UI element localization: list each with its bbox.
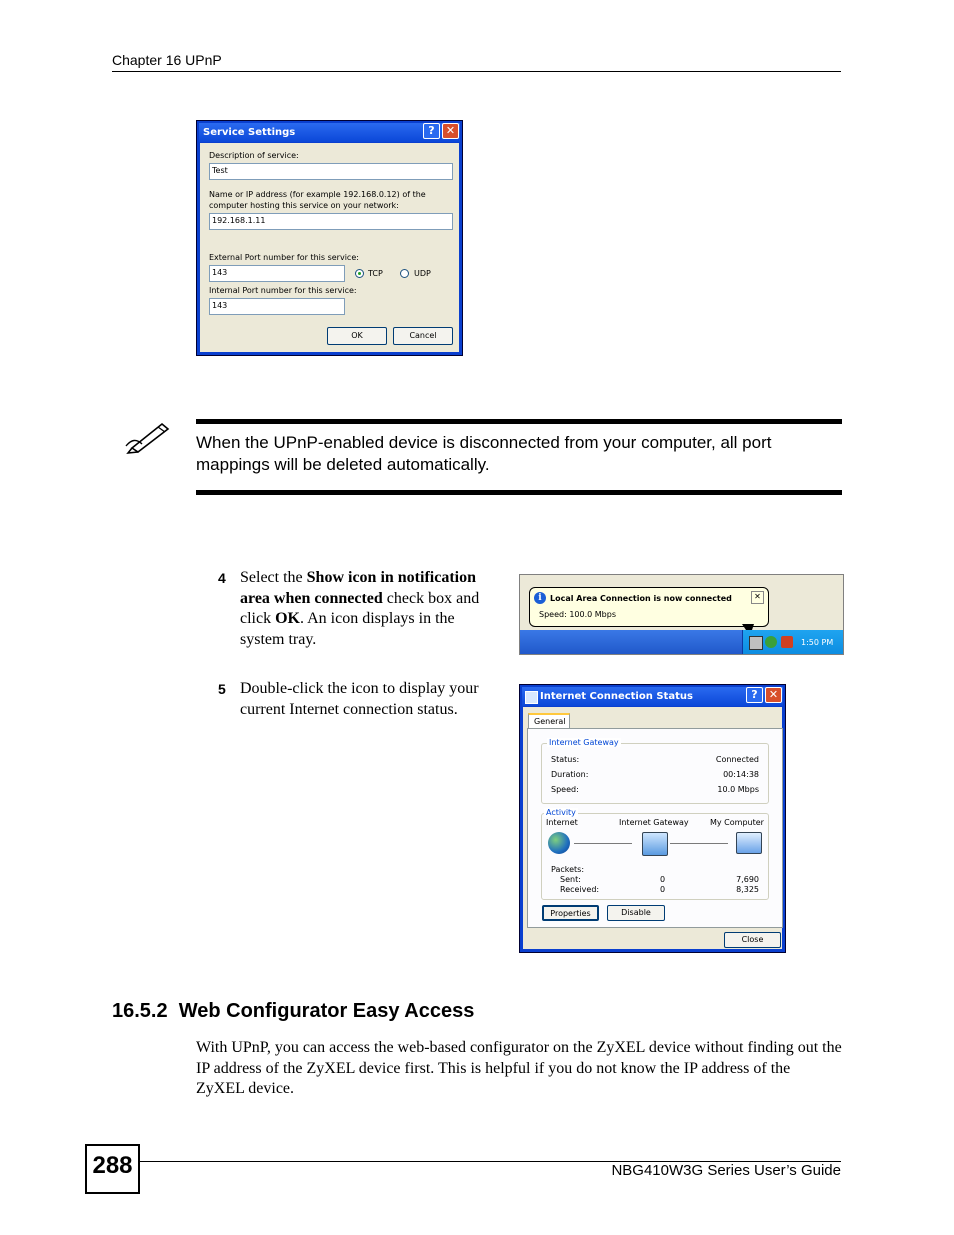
help-button[interactable]: ? [423,123,440,139]
packets-label: Packets: [551,865,585,874]
name-ip-label-line1: Name or IP address (for example 192.168.0.12) of the [209,190,426,199]
tab-panel [527,728,783,928]
sent-computer-value: 7,690 [736,875,759,884]
step-5-text: Double-click the icon to display your current Internet connection status. [240,680,479,718]
description-label: Description of service: [209,151,299,160]
tray-clock: 1:50 PM [801,638,834,647]
network-icon[interactable] [749,636,763,650]
status-value: Connected [715,755,759,764]
sent-label: Sent: [560,875,581,884]
node-computer-label: My Computer [710,818,764,827]
name-ip-input[interactable]: 192.168.1.11 [209,213,453,230]
activity-group-label: Activity [546,808,576,817]
internal-port-input[interactable]: 143 [209,298,345,315]
network-app-icon [525,691,538,704]
gateway-icon [642,832,668,856]
step-4-pre: Select the [240,569,307,586]
note-bottom-rule [196,490,842,495]
step-4-bold-ok: OK [275,610,300,627]
section-body: With UPnP, you can access the web-based configurator on the ZyXEL device without finding out the IP address of the ZyXEL device first. This is helpful if you do not know the IP address of the ZyXEL device. [196,1039,842,1097]
step-4-text [240,568,502,650]
note-top-rule [196,419,842,424]
section-heading: 16.5.2 Web Configurator Easy Access [112,1000,475,1022]
received-computer-value: 8,325 [736,885,759,894]
node-internet-label: Internet [546,818,578,827]
disable-button[interactable]: Disable [607,905,665,921]
chapter-header: Chapter 16 UPnP [112,52,222,68]
description-input[interactable]: Test [209,163,453,180]
tab-general-label: General [534,717,566,726]
external-port-input[interactable]: 143 [209,265,345,282]
speed-value: 10.0 Mbps [717,785,759,794]
connection-status-dialog [519,684,786,953]
step-4-number: 4 [218,570,226,586]
info-icon: i [534,592,546,604]
security-icon[interactable] [781,636,793,648]
guide-title: NBG410W3G Series User’s Guide [611,1162,841,1179]
cancel-button[interactable]: Cancel [393,327,453,345]
link-line-2 [670,843,728,844]
sent-gateway-value: 0 [660,875,666,884]
ok-button[interactable]: OK [327,327,387,345]
tcp-label: TCP [368,269,383,278]
header-rule [112,71,841,72]
status-dialog-body [523,707,782,949]
received-label: Received: [560,885,600,894]
duration-value: 00:14:38 [723,770,759,779]
status-label: Status: [551,755,580,764]
page-number: 288 [92,1152,133,1179]
speed-label: Speed: [551,785,579,794]
link-line-1 [574,843,632,844]
udp-label: UDP [414,269,431,278]
status-close-dialog-button[interactable]: Close [724,932,781,948]
tray-screenshot [519,574,844,655]
status-help-button[interactable]: ? [746,687,763,703]
activity-group [541,808,769,900]
node-gateway-label: Internet Gateway [619,818,689,827]
step-4-mid: check box and click [240,589,480,627]
step-4-bold-option: Show icon in notification area when connected [240,569,476,607]
properties-button[interactable]: Properties [542,905,599,921]
balloon-close-icon[interactable]: ✕ [751,591,764,604]
internal-port-label: Internal Port number for this service: [209,286,357,295]
service-dialog-title: Service Settings [199,123,460,142]
step-5-number: 5 [218,681,226,697]
globe-icon [548,832,570,854]
balloon-text: Speed: 100.0 Mbps [539,610,616,619]
udp-radio[interactable] [400,269,409,278]
internet-gateway-group [541,738,769,804]
external-port-label: External Port number for this service: [209,253,359,262]
balloon-tooltip [529,587,769,627]
tab-general[interactable] [528,713,570,729]
name-ip-label-line2: computer hosting this service on your network: [209,201,399,210]
service-settings-dialog [196,120,463,356]
pencil-note-icon [124,418,174,454]
status-dialog-title [522,687,783,706]
computer-icon [736,832,762,854]
status-dialog-title-text: Internet Connection Status [540,691,693,702]
service-dialog-body [200,143,459,352]
tcp-radio[interactable] [355,269,364,278]
internet-gateway-group-label: Internet Gateway [549,738,619,747]
close-button[interactable]: ✕ [442,123,459,139]
balloon-title: Local Area Connection is now connected [550,594,732,603]
step-4-post: . An icon displays in the system tray. [240,610,455,648]
status-close-button[interactable]: ✕ [765,687,782,703]
note-text: When the UPnP-enabled device is disconnected from your computer, all port mappings will be deleted automatically. [196,433,772,474]
received-gateway-value: 0 [660,885,666,894]
system-tray [742,630,844,655]
tray-app-icon[interactable] [765,636,777,648]
duration-label: Duration: [551,770,589,779]
